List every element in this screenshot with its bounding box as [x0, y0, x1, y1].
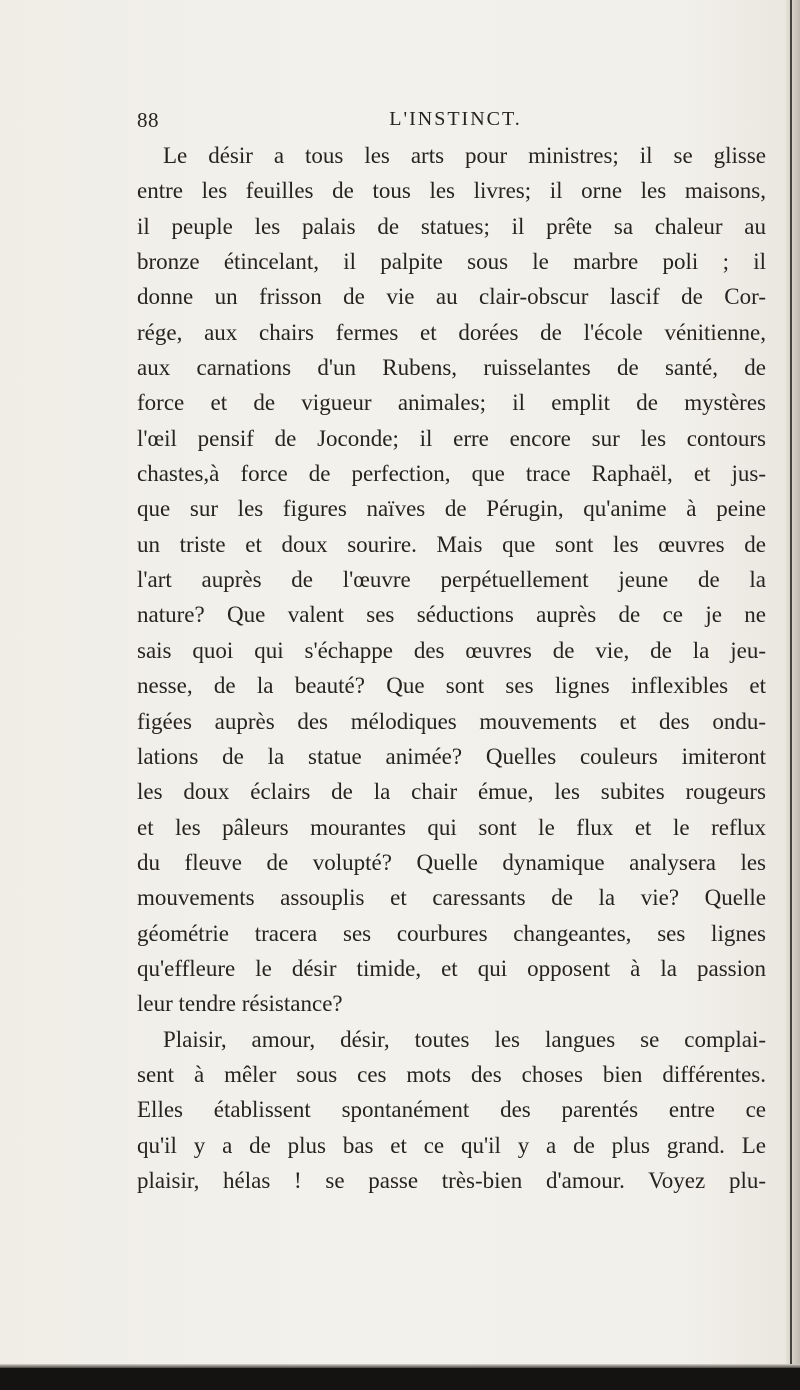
text-line: nature? Que valent ses séductions auprès de ce je ne: [137, 602, 766, 628]
text-line: Elles établissent spontanément des parentés entre ce: [137, 1097, 766, 1123]
text-line: l'œil pensif de Joconde; il erre encore sur les contours: [137, 425, 766, 451]
bottom-edge: [0, 1368, 800, 1390]
text-line: donne un frisson de vie au clair-obscur lascif de Cor-: [137, 284, 766, 310]
page-edge-shadow: [786, 0, 800, 1390]
text-line: que sur les figures naïves de Pérugin, qu'anime à peine: [137, 496, 766, 522]
text-line: Le désir a tous les arts pour ministres; il se glisse: [163, 143, 766, 168]
running-title: L'INSTINCT.: [389, 108, 522, 130]
text-line: entre les feuilles de tous les livres; il orne les maisons,: [137, 178, 766, 204]
page-header: [137, 108, 774, 136]
text-line: mouvements assouplis et caressants de la vie? Quelle: [137, 885, 766, 911]
text-line: et les pâleurs mourantes qui sont le flux et le reflux: [137, 814, 766, 840]
page-number: 88: [137, 108, 159, 132]
text-line: il peuple les palais de statues; il prête sa chaleur au: [137, 213, 766, 239]
text-line: Plaisir, amour, désir, toutes les langues se complai-: [163, 1026, 766, 1052]
text-line: rége, aux chairs fermes et dorées de l'école vénitienne,: [137, 319, 766, 345]
text-line: qu'effleure le désir timide, et qui opposent à la passion: [137, 955, 766, 981]
text-line: figées auprès des mélodiques mouvements et des ondu-: [137, 708, 766, 734]
text-line: aux carnations d'un Rubens, ruisselantes de santé, de: [137, 355, 766, 381]
text-line: géométrie tracera ses courbures changeantes, ses lignes: [137, 920, 766, 946]
text-line: nesse, de la beauté? Que sont ses lignes inflexibles et: [137, 673, 766, 699]
text-line: les doux éclairs de la chair émue, les subites rougeurs: [137, 779, 766, 805]
text-line: leur tendre résistance?: [137, 991, 343, 1017]
body-text: [137, 138, 766, 1198]
text-line: du fleuve de volupté? Quelle dynamique analysera les: [137, 849, 766, 875]
text-line: plaisir, hélas ! se passe très-bien d'amour. Voyez plu-: [137, 1167, 766, 1193]
text-line: bronze étincelant, il palpite sous le marbre poli ; il: [137, 249, 766, 275]
text-line: chastes,à force de perfection, que trace Raphaël, et jus-: [137, 461, 766, 487]
page-edge-line: [790, 0, 792, 1390]
text-line: qu'il y a de plus bas et ce qu'il y a de plus grand. Le: [137, 1132, 766, 1158]
text-line: sent à mêler sous ces mots des choses bien différentes.: [137, 1061, 766, 1087]
text-line: un triste et doux sourire. Mais que sont les œuvres de: [137, 531, 766, 557]
text-line: lations de la statue animée? Quelles couleurs imiteront: [137, 743, 766, 769]
text-line: sais quoi qui s'échappe des œuvres de vie, de la jeu-: [137, 637, 766, 663]
text-line: force et de vigueur animales; il emplit de mystères: [137, 390, 766, 416]
text-line: l'art auprès de l'œuvre perpétuellement jeune de la: [137, 567, 766, 593]
